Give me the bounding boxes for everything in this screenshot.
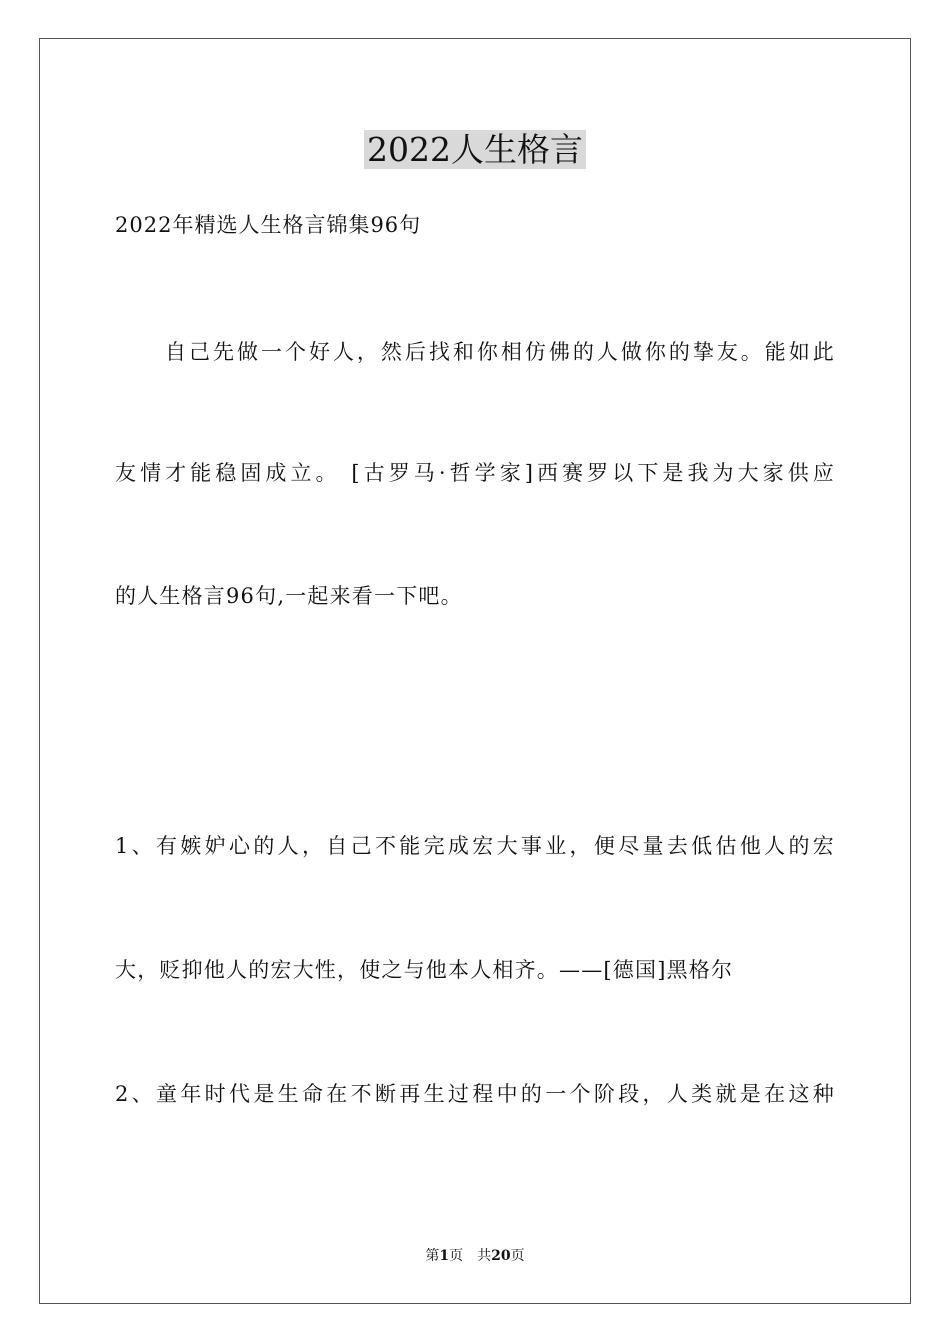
document-title-text: 2022人生格言 (364, 130, 586, 169)
quote-line: 大，贬抑他人的宏大性，使之与他本人相齐。——[德国]黑格尔 (115, 958, 734, 982)
footer-suffix: 页 (510, 1248, 525, 1264)
quote-line: 2、童年时代是生命在不断再生过程中的一个阶段，人类就是在这种 (115, 1082, 835, 1106)
paragraph-line: 友情才能稳固成立。 [古罗马·哲学家]西赛罗以下是我为大家供应 (115, 461, 835, 485)
paragraph-line: 的人生格言96句,一起来看一下吧。 (115, 584, 463, 608)
footer-current-page: 1 (439, 1248, 450, 1264)
page-footer (0, 1246, 950, 1266)
footer-mid: 页 共 (449, 1248, 492, 1264)
footer-prefix: 第 (425, 1248, 440, 1264)
footer-total-pages: 20 (491, 1248, 511, 1264)
document-subtitle: 2022年精选人生格言锦集96句 (115, 213, 422, 237)
document-title (0, 128, 950, 172)
paragraph-line: 自己先做一个好人，然后找和你相仿佛的人做你的挚友。能如此 (165, 340, 835, 364)
quote-line: 1、有嫉妒心的人，自己不能完成宏大事业，便尽量去低估他人的宏 (115, 834, 835, 858)
